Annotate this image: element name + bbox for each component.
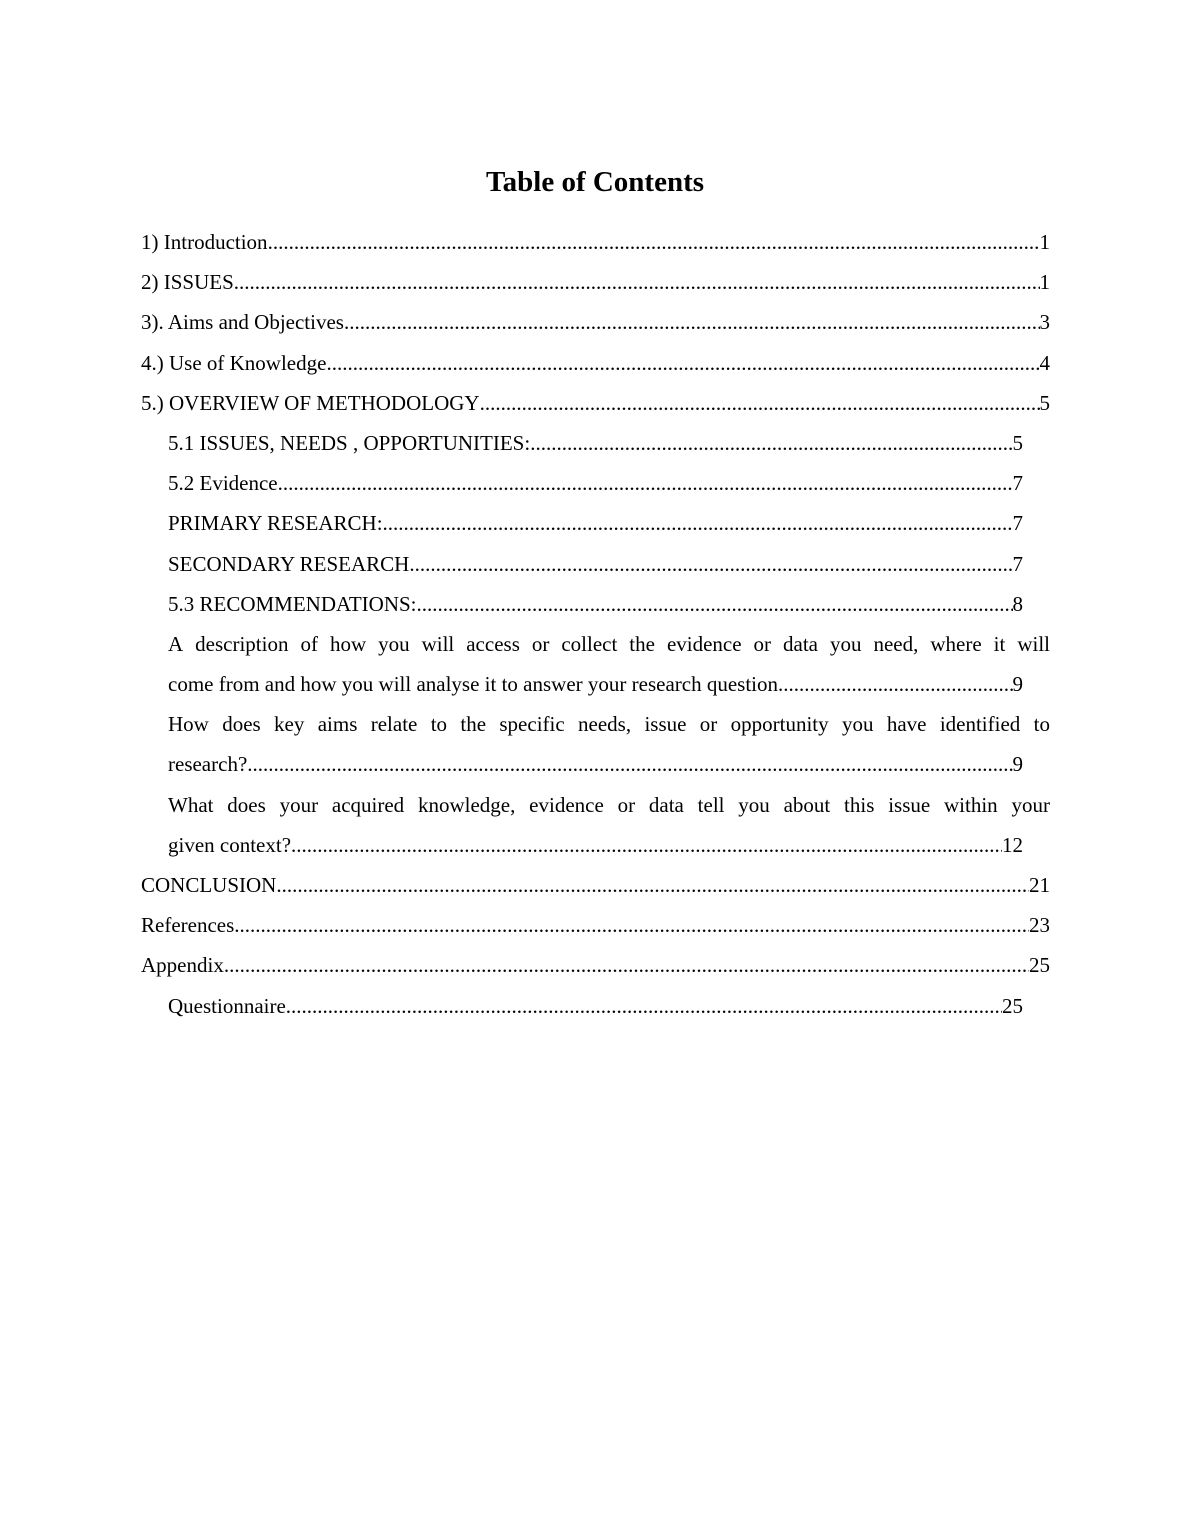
toc-entry[interactable] <box>168 986 1023 1026</box>
toc-entry[interactable] <box>141 302 1050 342</box>
toc-entry[interactable] <box>168 423 1023 463</box>
toc-entry-label: 4.) Use of Knowledge <box>141 350 327 375</box>
dot-leader <box>417 584 1013 624</box>
toc-title: Table of Contents <box>485 166 705 198</box>
dot-leader <box>530 423 1012 463</box>
dot-leader <box>268 222 1040 262</box>
toc-entry-label: research? <box>168 752 248 777</box>
toc-entry[interactable] <box>168 624 1050 704</box>
toc-entry-page-number: 1 <box>1039 230 1050 254</box>
dot-leader <box>291 825 1002 865</box>
toc-list <box>141 222 1050 1026</box>
toc-entry[interactable] <box>141 865 1050 905</box>
toc-entry-page-number: 7 <box>1012 511 1023 536</box>
toc-entry-label-first-line: What does your acquired knowledge, evidence or data tell you about this issue within your <box>168 792 1050 817</box>
dot-leader <box>344 302 1040 342</box>
toc-entry[interactable] <box>168 463 1023 503</box>
toc-entry-label: given context? <box>168 832 292 857</box>
toc-entry-label: 5.1 ISSUES, NEEDS , OPPORTUNITIES: <box>168 430 531 455</box>
toc-entry[interactable] <box>168 503 1023 543</box>
toc-entry-label: SECONDARY RESEARCH <box>168 551 410 576</box>
toc-entry-label: References <box>141 913 235 938</box>
toc-entry[interactable] <box>141 343 1050 383</box>
dot-leader <box>286 986 1002 1026</box>
toc-entry[interactable] <box>141 945 1050 985</box>
toc-entry-page-number: 9 <box>1012 672 1023 697</box>
toc-entry-page-number: 5 <box>1039 390 1050 415</box>
dot-leader <box>326 343 1039 383</box>
toc-entry-page-number: 25 <box>1029 953 1050 978</box>
toc-entry-label: 5.) OVERVIEW OF METHODOLOGY <box>141 390 480 415</box>
toc-entry-page-number: 5 <box>1012 430 1023 455</box>
toc-entry-label: Appendix <box>141 953 224 978</box>
toc-entry-page-number: 12 <box>1002 832 1023 857</box>
dot-leader <box>778 664 1013 704</box>
toc-entry-page-number: 3 <box>1039 310 1050 335</box>
toc-entry-label-first-line: How does key aims relate to the specific needs, issue or opportunity you have identified to <box>168 712 1050 737</box>
dot-leader <box>234 262 1040 302</box>
toc-entry-page-number: 8 <box>1012 591 1023 616</box>
toc-entry[interactable] <box>141 905 1050 945</box>
toc-entry-label: 2) ISSUES <box>141 270 234 295</box>
dot-leader <box>234 905 1029 945</box>
toc-entry-page-number: 21 <box>1029 873 1050 898</box>
toc-entry-label-first-line: A description of how you will access or collect the evidence or data you need, where it will <box>168 631 1050 656</box>
toc-entry-label: 1) Introduction <box>141 230 268 254</box>
toc-entry-label: CONCLUSION <box>141 873 277 898</box>
toc-entry-label: 5.2 Evidence <box>168 471 278 496</box>
toc-entry[interactable] <box>168 584 1023 624</box>
toc-entry-label: 5.3 RECOMMENDATIONS: <box>168 591 417 616</box>
dot-leader <box>276 865 1029 905</box>
dot-leader <box>409 544 1012 584</box>
dot-leader <box>247 744 1012 784</box>
toc-entry-label: come from and how you will analyse it to answer your research question <box>168 672 778 697</box>
toc-entry-label: PRIMARY RESEARCH: <box>168 511 383 536</box>
toc-entry-label: Questionnaire <box>168 993 286 1018</box>
dot-leader <box>480 383 1040 423</box>
dot-leader <box>224 945 1029 985</box>
dot-leader <box>278 463 1013 503</box>
toc-entry-page-number: 7 <box>1012 471 1023 496</box>
toc-entry[interactable] <box>141 262 1050 302</box>
toc-entry-page-number: 1 <box>1039 270 1050 295</box>
toc-entry-page-number: 23 <box>1029 913 1050 938</box>
toc-entry[interactable] <box>168 785 1050 865</box>
toc-entry-page-number: 7 <box>1012 551 1023 576</box>
toc-entry-page-number: 25 <box>1002 993 1023 1018</box>
dot-leader <box>383 503 1013 543</box>
toc-entry-label: 3). Aims and Objectives <box>141 310 344 335</box>
toc-entry-page-number: 4 <box>1039 350 1050 375</box>
toc-entry[interactable] <box>168 704 1050 784</box>
toc-entry[interactable] <box>141 383 1050 423</box>
toc-entry[interactable] <box>141 222 1050 262</box>
toc-entry-page-number: 9 <box>1012 752 1023 777</box>
toc-entry[interactable] <box>168 544 1023 584</box>
